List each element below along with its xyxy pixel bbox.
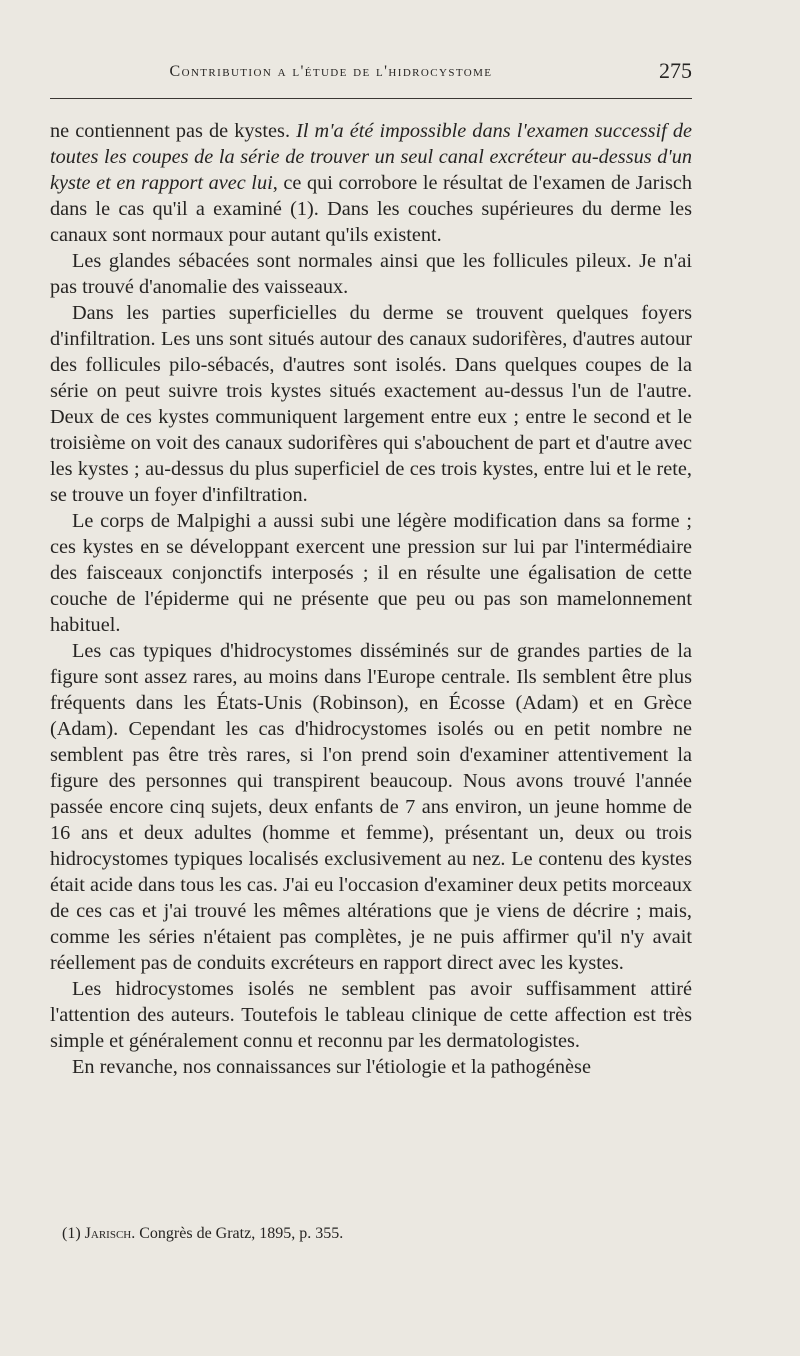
paragraph-1-start: ne contiennent pas de kystes. xyxy=(50,120,297,142)
footnote-text: Congrès de Gratz, 1895, p. 355. xyxy=(139,1225,344,1242)
paragraph-4: Le corps de Malpighi a aussi subi une légère modification dans sa forme ; ces kystes en se développant exercent une pression sur lui par l'intermédiaire des faisceaux conjonctifs interposés ; il en résulte une égalisation de cette couche de l'épiderme qui ne présente que peu ou pas son mamelonnement habituel. xyxy=(50,510,692,636)
paragraph-2: Les glandes sébacées sont normales ainsi que les follicules pileux. Je n'ai pas trouvé d'anomalie des vaisseaux. xyxy=(50,250,692,298)
paragraph-1 xyxy=(50,118,692,248)
paragraph-5: Les cas typiques d'hidrocystomes disséminés sur de grandes parties de la figure sont assez rares, au moins dans l'Europe centrale. Ils semblent être plus fréquents dans les États-Unis (Robinson), en Écosse (Adam) et en Grèce (Adam). Cependant les cas d'hidrocystomes isolés ou en petit nombre ne semblent pas être très rares, si l'on prend soin d'examiner attentivement la figure des personnes qui transpirent beaucoup. Nous avons trouvé l'année passée encore cinq sujets, deux enfants de 7 ans environ, un jeune homme de 16 ans et deux adultes (homme et femme), présentant un, deux ou trois hidrocystomes typiques localisés exclusivement au nez. Le contenu des kystes était acide dans tous les cas. J'ai eu l'occasion d'examiner deux petits morceaux de ces cas et j'ai trouvé les mêmes altérations que je viens de décrire ; mais, comme les séries n'étaient pas complètes, je ne puis affirmer qu'il n'y avait réellement pas de conduits excréteurs en rapport direct avec les kystes. xyxy=(50,640,692,974)
footnote-author: Jarisch. xyxy=(84,1225,136,1242)
page-number: 275 xyxy=(659,58,692,83)
paragraph-3: Dans les parties superficielles du derme se trouvent quelques foyers d'infiltration. Les uns sont situés autour des canaux sudorifères, d'autres autour des follicules pilo-sébacés, d'autres sont isolés. Dans quelques coupes de la série on peut suivre trois kystes situés exactement au-dessus l'un de l'autre. Deux de ces kystes communiquent largement entre eux ; entre le second et le troisième on voit des canaux sudorifères qui s'abouchent de part et d'autre avec les kystes ; au-dessus du plus superficiel de ces trois kystes, entre lui et le rete, se trouve un foyer d'infiltration. xyxy=(50,302,692,506)
body-text xyxy=(50,118,692,1080)
paragraph-1-italic: Il m'a été impossible dans l'examen successif de toutes les coupes de la série de trouver un seul canal excréteur au-dessus d'un kyste et en rapport avec lui xyxy=(50,120,692,194)
paragraph-1-end: , ce qui corrobore le résultat de l'examen de Jarisch dans le cas qu'il a examiné (1). Dans les couches supérieures du derme les canaux sont normaux pour autant qu'ils existent. xyxy=(50,172,693,246)
paragraph-6: Les hidrocystomes isolés ne semblent pas avoir suffisamment attiré l'attention des auteurs. Toutefois le tableau clinique de cette affection est très simple et généralement connu et reconnu par les dermatologistes. xyxy=(50,978,692,1052)
running-title: Contribution a l'étude de l'hidrocystome xyxy=(169,63,493,80)
paragraph-7: En revanche, nos connaissances sur l'étiologie et la pathogénèse xyxy=(72,1056,591,1078)
footnote xyxy=(62,1225,343,1243)
footnote-marker: (1) xyxy=(62,1225,81,1242)
page-header xyxy=(50,58,692,99)
